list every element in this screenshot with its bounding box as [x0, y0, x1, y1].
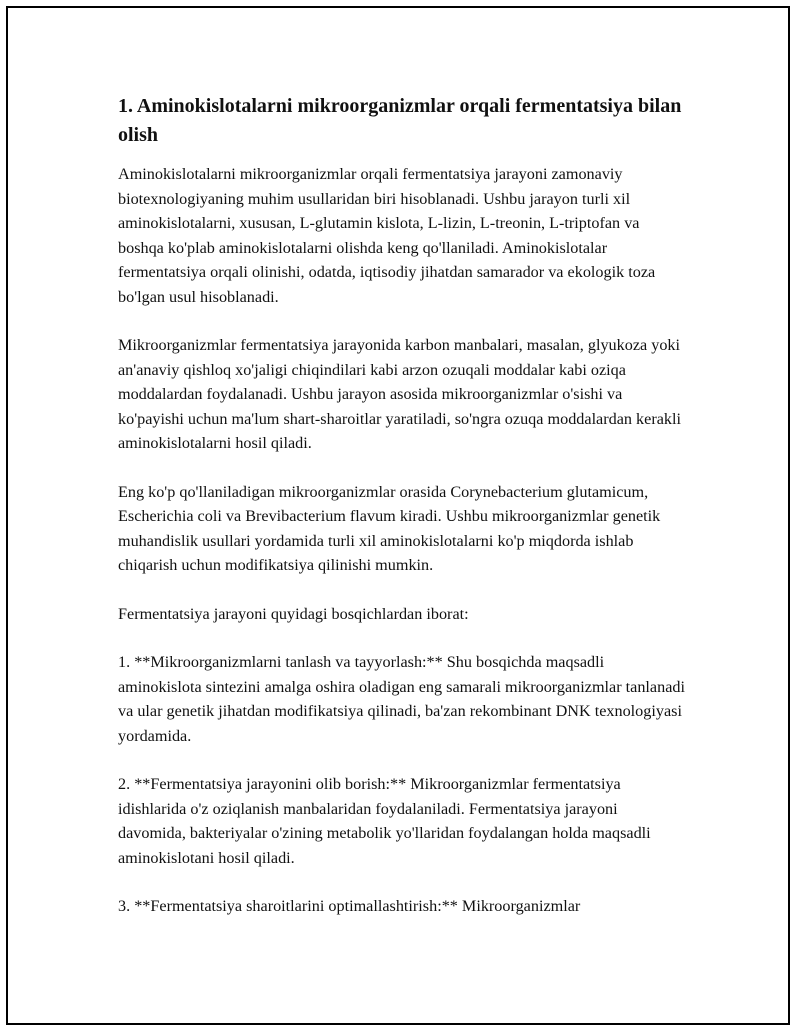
paragraph-stages-intro: Fermentatsiya jarayoni quyidagi bosqichlardan iborat: — [118, 604, 469, 623]
list-item-stage-2: 2. **Fermentatsiya jarayonini olib borish:** Mikroorganizmlar fermentatsiya idishlarida o'z oziqlanish manbalaridan foydalaniladi. Fermentatsiya jarayoni davomida, bakteriyalar o'zining metabolik yo'llaridan foydalangan holda maqsadli aminokislotani hosil qiladi. — [118, 775, 651, 867]
list-item-stage-3: 3. **Fermentatsiya sharoitlarini optimallashtirish:** Mikroorganizmlar — [118, 897, 581, 915]
document-body — [118, 92, 688, 919]
paragraph-microorganisms: Eng ko'p qo'llaniladigan mikroorganizmlar orasida Corynebacterium glutamicum, Escherichia coli va Brevibacterium flavum kiradi. Ushbu mikroorganizmlar genetik muhandislik usullari yordamida turli xil aminokislotalarni ko'p miqdorda ishlab chiqarish uchun modifikatsiya qilinishi mumkin. — [118, 482, 661, 574]
list-item-stage-1: 1. **Mikroorganizmlarni tanlash va tayyorlash:** Shu bosqichda maqsadli aminokislota sintezini amalga oshira oladigan eng samarali mikroorganizmlar tanlanadi va ular genetik jihatdan modifikatsiya qilinadi, ba'zan rekombinant DNK texnologiyasi yordamida. — [118, 653, 685, 745]
paragraph-nutrients: Mikroorganizmlar fermentatsiya jarayonida karbon manbalari, masalan, glyukoza yoki an'anaviy qishloq xo'jaligi chiqindilari kabi arzon ozuqali moddalar kabi oziqa moddalardan foydalanadi. Ushbu jarayon asosida mikroorganizmlar o'sishi va ko'payishi uchun ma'lum shart-sharoitlar yaratiladi, so'ngra ozuqa moddalardan kerakli aminokislotalarni hosil qiladi. — [118, 336, 681, 452]
paragraph-intro: Aminokislotalarni mikroorganizmlar orqali fermentatsiya jarayoni zamonaviy biotexnologiyaning muhim usullaridan biri hisoblanadi. Ushbu jarayon turli xil aminokislotalarni, xususan, L-glutamin kislota, L-lizin, L-treonin, L-triptofan va boshqa ko'plab aminokislotalarni olishda keng qo'llaniladi. Aminokislotalar fermentatsiya orqali olinishi, odatda, iqtisodiy jihatdan samarador va ekologik toza bo'lgan usul hisoblanadi. — [118, 165, 656, 306]
section-heading: 1. Aminokislotalarni mikroorganizmlar orqali fermentatsiya bilan olish — [118, 95, 682, 146]
